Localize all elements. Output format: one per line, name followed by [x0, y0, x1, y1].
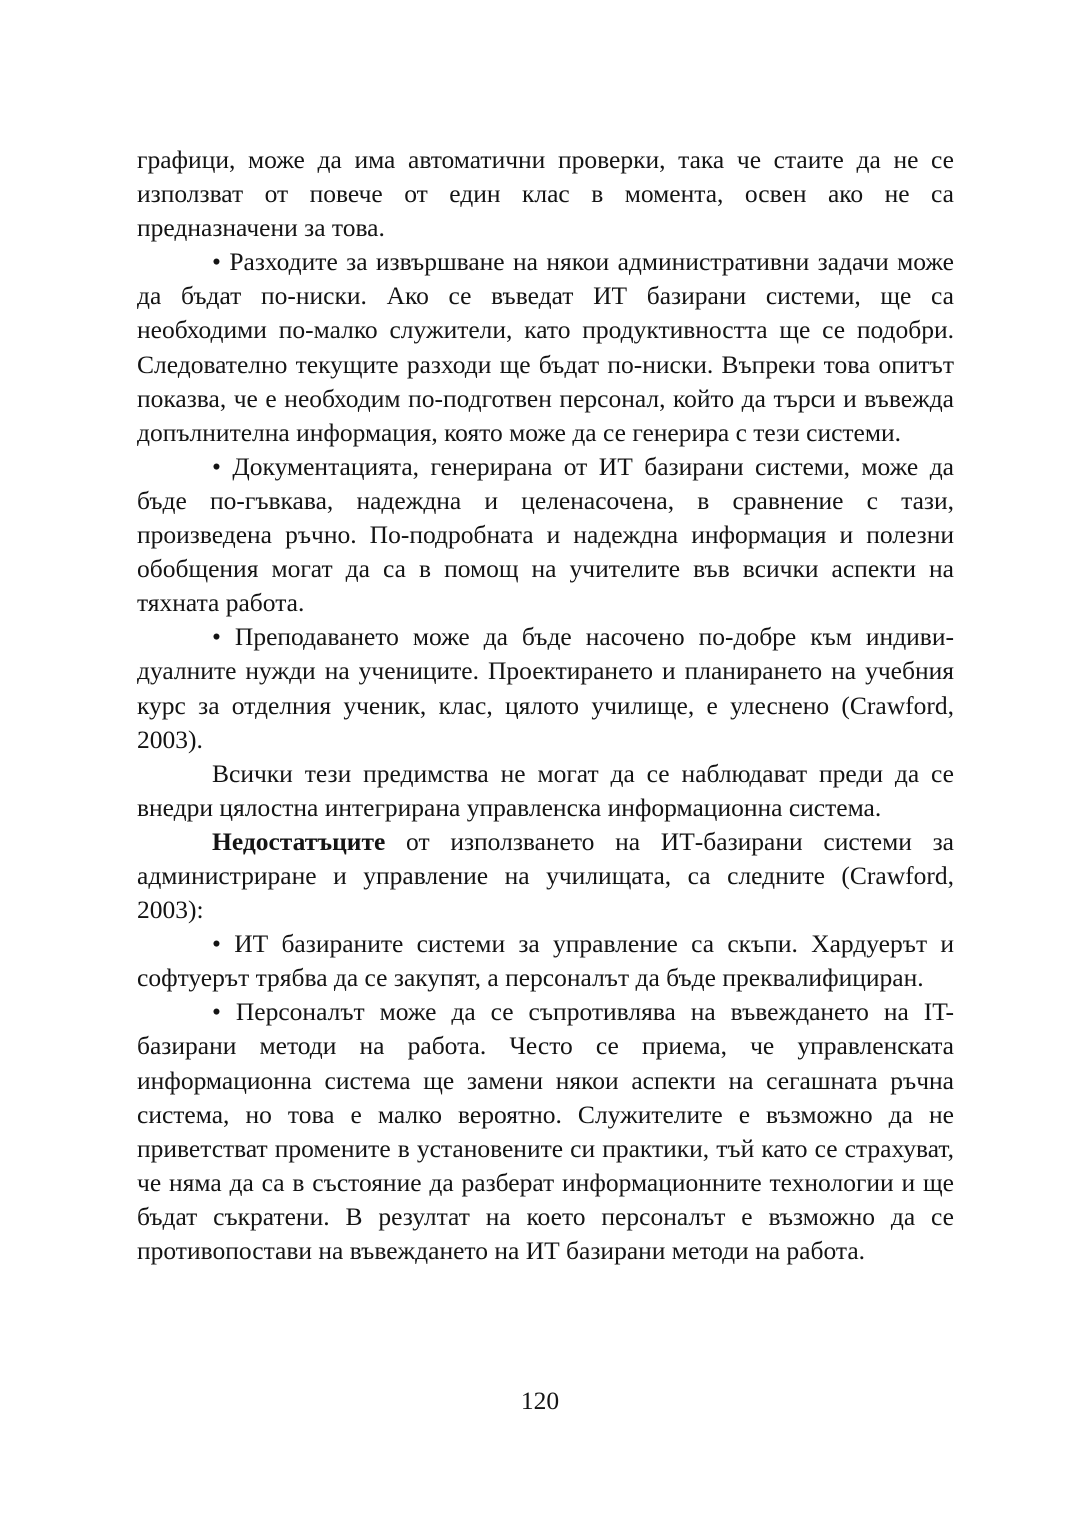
bullet-text: Персоналът може да се съпротивлява на въвеждането на IT-базирани методи на работа. Често се приема, че управленската информационна система ще замени някои аспекти на сегашната ръчна система, но това е малко вероятно. Служителите е възможно да не приветстват промените в установените си практики, тъй като се страхуват, че няма да са в състояние да разберат информационните технологии и ще бъдат съкратени. В резултат на което персоналът е възможно да се противопостави на въвеждането на ИТ базирани методи на работа. [137, 997, 954, 1265]
bullet-icon: • [212, 929, 235, 959]
bullet-paragraph-admin-costs [137, 245, 954, 450]
bullet-icon: • [212, 451, 233, 481]
paragraph-advantages-summary: Всички тези предимства не могат да се наблюдават преди да се внедри цялостна интегрирана управленска информационна система. [137, 758, 954, 822]
bullet-icon: • [212, 997, 236, 1027]
bullet-text: Разходите за извършване на някои административни задачи може да бъдат по-ниски. Ако се въведат ИТ базирани системи, ще са необходими по-малко служители, като продуктивността ще се подобри. Следователно текущите разходи ще бъдат по-ниски. Въпреки това опитът показва, че е необходим по-подготвен персонал, който да търси и въвежда допълнителна информация, която може да се генерира с тези системи. [137, 247, 954, 447]
bullet-text: Документацията, генерирана от ИТ базирани системи, може да бъде по-гъвкава, надеждна и целенасочена, в сравнение с тази, произведена ръчно. По-подробната и надеждна информация и полезни обобщения могат да са в помощ на учителите във всички аспекти на тяхната работа. [137, 451, 954, 618]
paragraph-disadvantages-intro [137, 825, 954, 927]
bullet-paragraph-documentation [137, 450, 954, 620]
disadvantages-heading: Недостатъците [212, 826, 386, 856]
bullet-paragraph-expensive [137, 927, 954, 995]
page-body [137, 143, 954, 1268]
bullet-icon: • [212, 247, 230, 277]
bullet-paragraph-teaching [137, 620, 954, 756]
disadvantages-intro-text: от използването на ИТ-базирани системи за администриране и управление на училищата, са следните (Crawford, 2003): [137, 826, 954, 925]
bullet-paragraph-staff-resistance [137, 995, 954, 1268]
bullet-text: ИТ базираните системи за управление са скъпи. Хардуерът и софтуерът трябва да се закупят, а персоналът да бъде преквалифициран. [137, 929, 954, 993]
page-number: 120 [520, 1386, 560, 1415]
paragraph-continuation: графици, може да има автоматични проверки, така че стаите да не се използват от повече от един клас в момента, освен ако не са предназначени за това. [137, 145, 954, 243]
bullet-icon: • [212, 622, 235, 652]
bullet-text: Преподаването може да бъде насочено по-добре към индивидуалните нужди на учениците. Проектирането и планирането на учебния курс за отделния ученик, клас, цялото училище, е улеснено (Crawford, 2003). [137, 622, 954, 754]
